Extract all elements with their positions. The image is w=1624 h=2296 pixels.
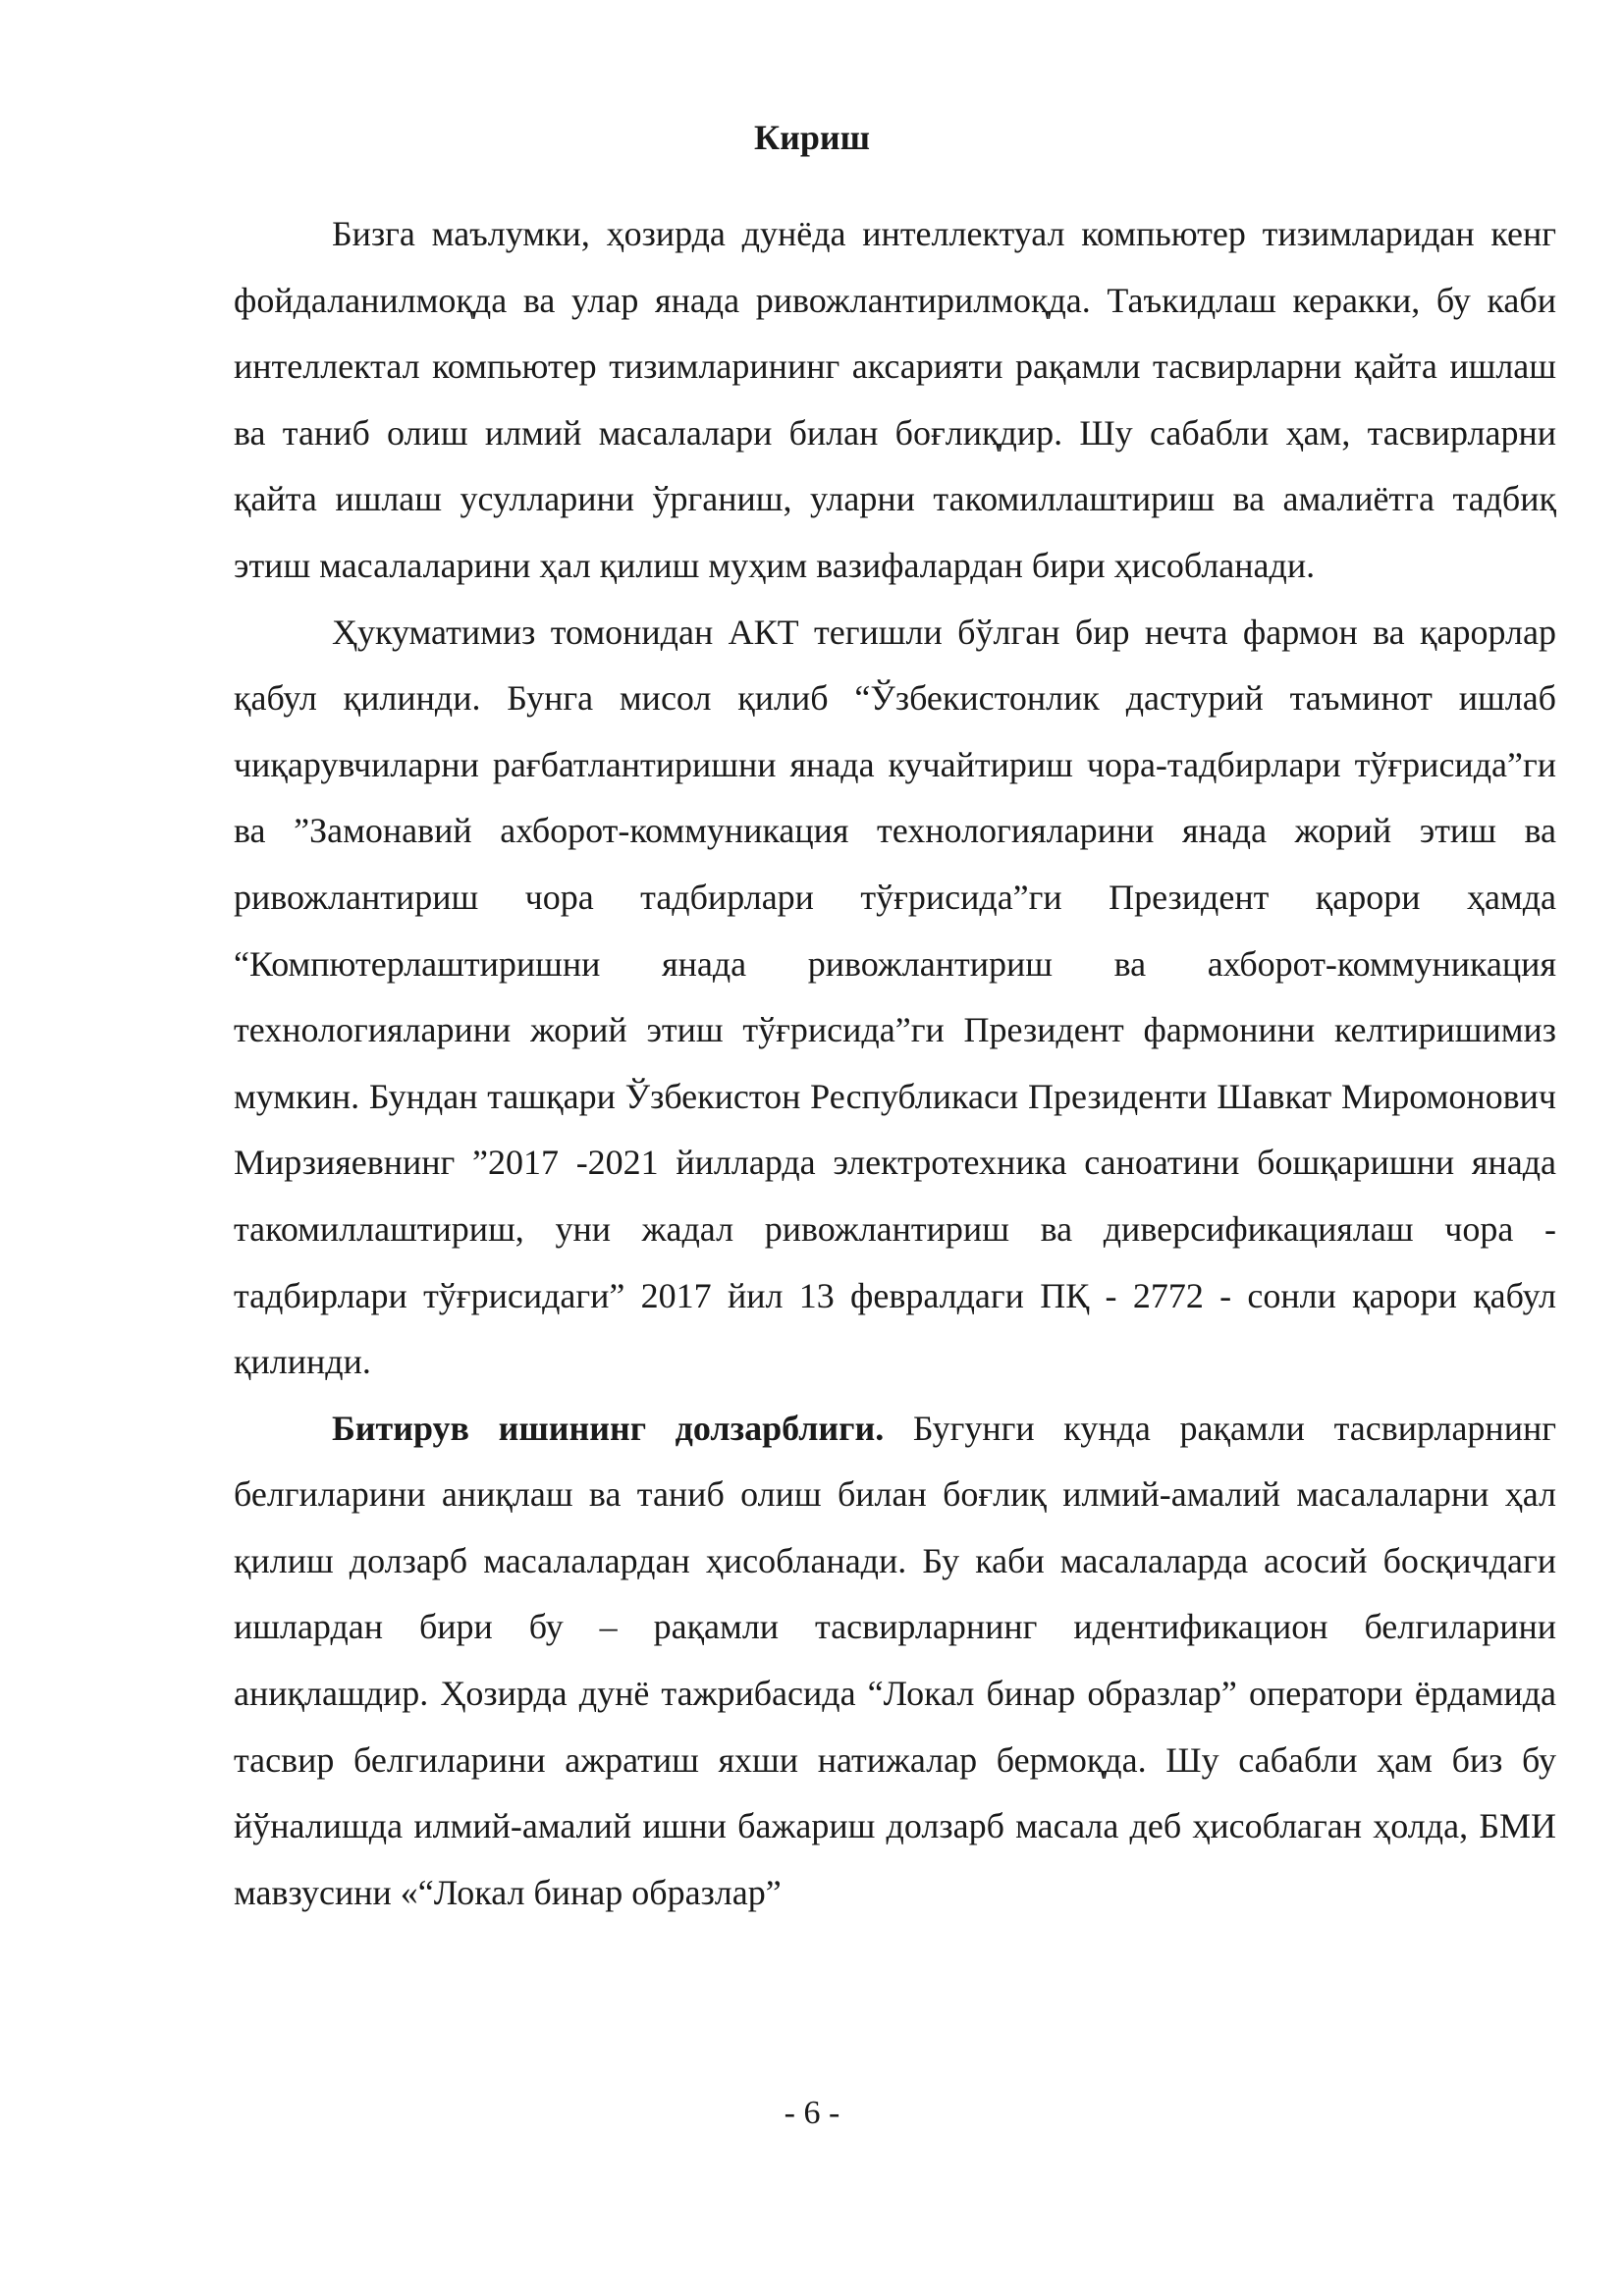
paragraph-relevance (234, 1396, 1556, 1927)
paragraph-government (234, 600, 1556, 1396)
paragraph-relevance-text: Бугунги кунда рақамли тасвирларнинг белгиларини аниқлаш ва таниб олиш билан боғлиқ илмий-амалий масалаларни ҳал қилиш долзарб масалалардан ҳисобланади. Бу каби масалаларда асосий босқичдаги ишлардан бири бу – рақамли тасвирларнинг идентификацион белгиларини аниқлашдир. Ҳозирда дунё тажрибасида “Локал бинар образлар” оператори ёрдамида тасвир белгиларини ажратиш яхши натижалар бермоқда. Шу сабабли ҳам биз бу йўналишда илмий-амалий ишни бажариш долзарб масала деб ҳисоблаган ҳолда, БМИ мавзусини «“Локал бинар образлар” (234, 1408, 1556, 1912)
paragraph-government-text: Ҳукуматимиз томонидан АКТ тегишли бўлган бир нечта фармон ва қарорлар қабул қилинди. Бунга мисол қилиб “Ўзбекистонлик дастурий таъминот ишлаб чиқарувчиларни рағбатлантиришни янада кучайтириш чора-тадбирлари тўғрисида”ги ва ”Замонавий ахборот-коммуникация технологияларини янада жорий этиш ва ривожлантириш чора тадбирлари тўғрисида”ги Президент қарори ҳамда “Компютерлаштиришни янада ривожлантириш ва ахборот-коммуникация технологияларини жорий этиш тўғрисида”ги Президент фармонини келтиришимиз мумкин. Бундан ташқари Ўзбекистон Республикаси Президенти Шавкат Миромонович Мирзияевнинг ”2017 -2021 йилларда электротехника саноатини бошқаришни янада такомиллаштириш, уни жадал ривожлантириш ва диверсификациялаш чора - тадбирлари тўғрисидаги” 2017 йил 13 февралдаги ПҚ - 2772 - сонли қарори қабул қилинди. (234, 612, 1556, 1382)
body-text (234, 201, 1556, 1926)
page-title: Кириш (753, 118, 870, 157)
paragraph-intro-text: Бизга маълумки, ҳозирда дунёда интеллектуал компьютер тизимларидан кенг фойдаланилмоқда ва улар янада ривожлантирилмоқда. Таъкидлаш керакки, бу каби интеллектал компьютер тизимларининг аксарияти рақамли тасвирларни қайта ишлаш ва таниб олиш илмий масалалари билан боғлиқдир. Шу сабабли ҳам, тасвирларни қайта ишлаш усулларини ўрганиш, уларни такомиллаштириш ва амалиётга тадбиқ этиш масалаларини ҳал қилиш муҳим вазифалардан бири ҳисобланади. (234, 214, 1556, 585)
relevance-heading: Битирув ишининг долзарблиги. (332, 1408, 885, 1448)
paragraph-intro (234, 201, 1556, 600)
page-number: - 6 - (784, 2095, 840, 2131)
